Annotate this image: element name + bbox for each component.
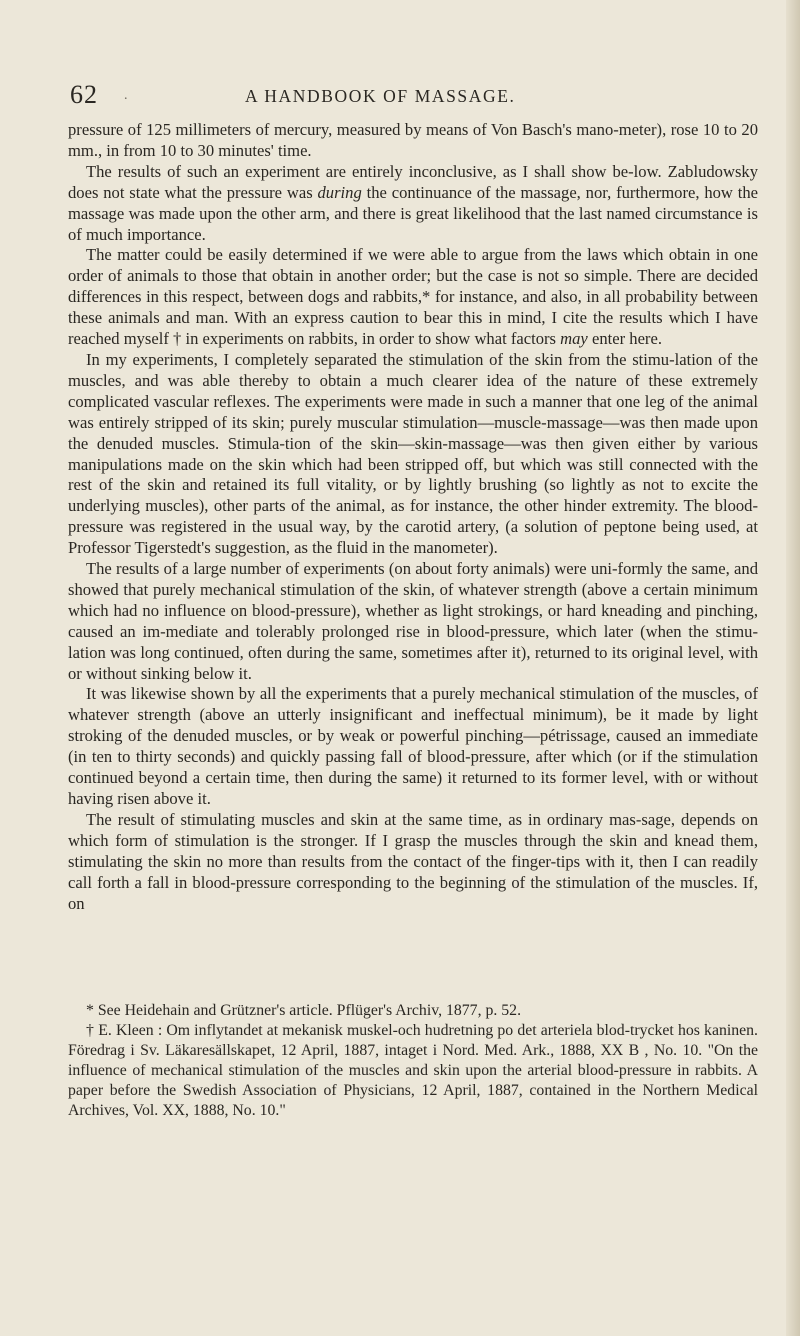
footnote: * See Heidehain and Grützner's article. Pflüger's Archiv, 1877, p. 52. — [86, 1002, 522, 1019]
paragraph: The matter could be easily determined if we were able to argue from the laws which obtain in one order of animals to those that obtain in another order; but the case is not so simple. There are decided differences in this respect, between dogs and rabbits,* for instance, and also, in all probability between these animals and man. With an express caution to bear this in mind, I cite the results which I have reached myself † in experiments on rabbits, in order to show what factors may enter here. — [68, 245, 758, 349]
footnotes — [68, 1001, 758, 1122]
paragraph: The results of a large number of experiments (on about forty animals) were uni-formly the same, and showed that purely mechanical stimulation of the skin, of whatever strength (above a certain minimum which had no influence on blood-pressure), whether as light strokings, or hard kneading and pinching, caused an im-mediate and tolerably prolonged rise in blood-pressure, which later (when the stimu-lation was long continued, often during the same, sometimes after it), returned to its original level, with or without sinking below it. — [68, 559, 758, 683]
footnote: † E. Kleen : Om inflytandet at mekanisk muskel-och hudretning po det arteriela blod-trycket hos kaninen. Föredrag i Sv. Läkaresällskapet, 12 April, 1887, intaget i Nord. Med. Ark., 1888, XX B , No. 10. "On the influence of mechanical stimulation of the muscles and skin upon the arterial blood-pressure in rabbits. A paper before the Swedish Association of Physicians, 12 April, 1887, contained in the Northern Medical Archives, Vol. XX, 1888, No. 10." — [68, 1022, 758, 1120]
body-text — [68, 120, 758, 914]
page-edge — [786, 0, 800, 1336]
paragraph: The result of stimulating muscles and skin at the same time, as in ordinary mas-sage, depends on which form of stimulation is the stronger. If I grasp the muscles through the skin and knead them, stimulating the skin no more than results from the contact of the finger-tips with it, then I can readily call forth a fall in blood-pressure corresponding to the beginning of the stimulation of the muscles. If, on — [68, 809, 758, 913]
page-number: 62 — [70, 80, 98, 109]
paragraph: It was likewise shown by all the experiments that a purely mechanical stimulation of the muscles, of whatever strength (above an utterly insignificant and ineffectual minimum), be it made by light stroking of the denuded muscles, or by weak or powerful pinching—pétrissage, caused an immediate (in ten to thirty seconds) and quickly passing fall of blood-pressure, after which (or if the stimulation continued beyond a certain time, then during the same) it returned to its former level, with or without having risen above it. — [68, 684, 758, 808]
running-head: A HANDBOOK OF MASSAGE. — [245, 86, 516, 106]
paragraph: In my experiments, I completely separated the stimulation of the skin from the stimu-lation of the muscles, and was able thereby to obtain a much clearer idea of the nature of these extremely complicated vascular reflexes. The experiments were made in such a manner that one leg of the animal was entirely stripped of its skin; purely muscular stimulation—muscle-massage—was then made upon the denuded muscles. Stimula-tion of the skin—skin-massage—was then given either by various manipulations made on the skin which had been stripped off, but which was still connected with the rest of the skin and retained its full vitality, or by lightly brushing (so lightly as not to excite the underlying muscles), other parts of the animal, as for instance, the other hinder extremity. The blood-pressure was registered in the usual way, by the carotid artery, (a solution of peptone being used, at Professor Tigerstedt's suggestion, as the fluid in the manometer). — [68, 349, 758, 558]
paragraph-continued: pressure of 125 millimeters of mercury, measured by means of Von Basch's mano-meter), rose 10 to 20 mm., in from 10 to 30 minutes' time. — [68, 120, 758, 160]
page-header — [70, 80, 760, 110]
stray-mark: . — [124, 88, 128, 103]
paragraph: The results of such an experiment are entirely inconclusive, as I shall show be-low. Zabludowsky does not state what the pressure was during the continuance of the massage, nor, furthermore, how the massage was made upon the other arm, and there is great likelihood that the last named circumstance is of much importance. — [68, 161, 759, 244]
